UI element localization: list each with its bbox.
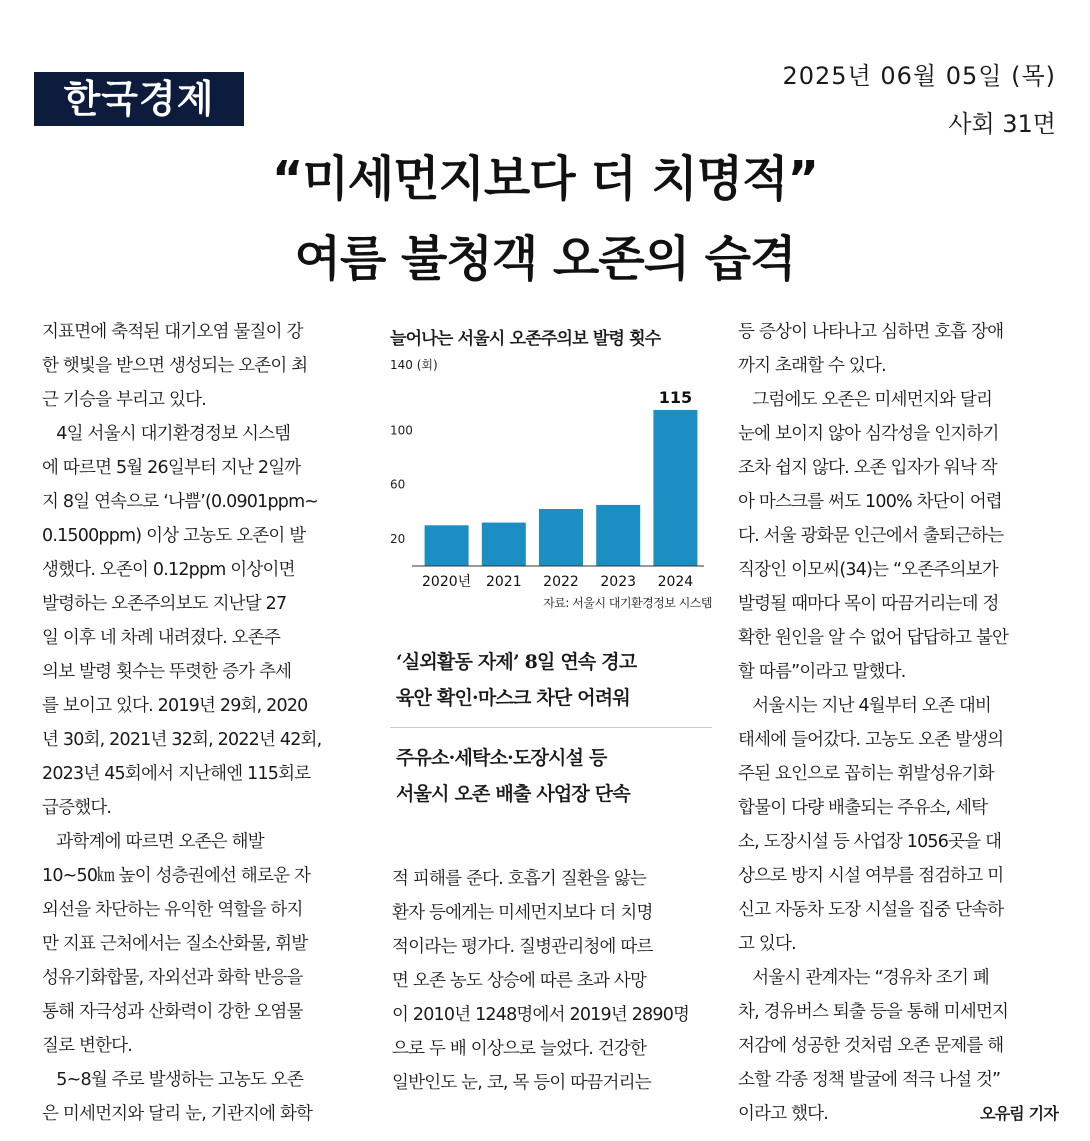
- y-tick-label: 20: [390, 531, 406, 546]
- subhead-divider: [390, 727, 712, 728]
- text-line: 소, 도장시설 등 사업장 1056곳을 대: [738, 832, 1002, 852]
- text-line: 통해 자극성과 산화력이 강한 오염물: [42, 1002, 303, 1022]
- text-line: 2023년 45회에서 지난해엔 115회로: [42, 764, 311, 784]
- chart-source: 자료: 서울시 대기환경정보 시스템: [543, 596, 712, 610]
- text-line: 저감에 성공한 것처럼 오존 문제를 해: [738, 1036, 1004, 1056]
- text-line: 주된 요인으로 꼽히는 휘발성유기화: [738, 764, 994, 784]
- subhead-b-line-1: 주유소·세탁소·도장시설 등: [396, 747, 607, 769]
- subhead-a: [396, 644, 716, 716]
- text-line: 발령될 때마다 목이 따끔거리는데 정: [738, 594, 999, 614]
- article-column-2: [392, 862, 712, 1100]
- chart-y-unit: 140 (회): [390, 358, 438, 372]
- text-line: 에 따르면 5월 26일부터 지난 2일까: [42, 458, 301, 478]
- text-line: 4일 서울시 대기환경정보 시스템: [42, 424, 291, 444]
- x-tick-label: 2022: [543, 574, 579, 590]
- text-line: 만 지표 근처에서는 질소산화물, 휘발: [42, 934, 308, 954]
- x-tick-label: 2020년: [422, 574, 472, 590]
- text-line: 적이라는 평가다. 질병관리청에 따르: [392, 937, 653, 957]
- text-line: 상으로 방지 시설 여부를 점검하고 미: [738, 866, 1004, 886]
- text-line: 서울시 관계자는 “경유차 조기 폐: [738, 968, 989, 988]
- text-line: 으로 두 배 이상으로 늘었다. 건강한: [392, 1039, 647, 1059]
- chart-title: 늘어나는 서울시 오존주의보 발령 횟수: [390, 329, 661, 349]
- subhead-b-line-2: 서울시 오존 배출 사업장 단속: [396, 783, 630, 805]
- text-line: 조차 쉽지 않다. 오존 입자가 워낙 작: [738, 458, 997, 478]
- text-line: 그럼에도 오존은 미세먼지와 달리: [738, 390, 993, 410]
- bar: [596, 505, 640, 566]
- text-line: 한 햇빛을 받으면 생성되는 오존이 최: [42, 356, 308, 376]
- subhead-b: [396, 740, 716, 812]
- text-line: 소할 각종 정책 발굴에 적극 나설 것”: [738, 1070, 1001, 1090]
- text-line: 외선을 차단하는 유익한 역할을 하지: [42, 900, 303, 920]
- text-line: 10~50㎞ 높이 성층권에선 해로운 자: [42, 866, 311, 886]
- text-line: 발령하는 오존주의보도 지난달 27: [42, 594, 287, 614]
- text-line: 태세에 들어갔다. 고농도 오존 발생의: [738, 730, 1004, 750]
- text-line: 지표면에 축적된 대기오염 물질이 강: [42, 322, 303, 342]
- text-line: 일 이후 네 차례 내려졌다. 오존주: [42, 628, 280, 648]
- text-line: 확한 원인을 알 수 없어 답답하고 불안: [738, 628, 1009, 648]
- text-line: 적 피해를 준다. 호흡기 질환을 앓는: [392, 869, 647, 889]
- x-tick-label: 2024: [657, 574, 694, 590]
- bar: [482, 523, 526, 566]
- text-line: 은 미세먼지와 달리 눈, 기관지에 화학: [42, 1104, 313, 1124]
- text-line: 까지 초래할 수 있다.: [738, 356, 886, 376]
- text-line: 질로 변한다.: [42, 1036, 133, 1056]
- article-column-1: [42, 315, 357, 1131]
- reporter-byline: 오유림 기자: [979, 1104, 1058, 1123]
- text-line: 성유기화합물, 자외선과 화학 반응을: [42, 968, 303, 988]
- bar: [653, 410, 697, 566]
- text-line: 신고 자동차 도장 시설을 집중 단속하: [738, 900, 1004, 920]
- text-line: 근 기승을 부리고 있다.: [42, 390, 206, 410]
- text-line: 년 30회, 2021년 32회, 2022년 42회,: [42, 730, 322, 750]
- text-line: 환자 등에게는 미세먼지보다 더 치명: [392, 903, 653, 923]
- bar-value-label: 115: [658, 387, 693, 407]
- newspaper-logo: 한국경제: [34, 72, 244, 126]
- text-line: 생했다. 오존이 0.12ppm 이상이면: [42, 560, 295, 580]
- bar: [539, 509, 583, 566]
- y-tick-label: 60: [390, 477, 406, 492]
- text-line: 이 2010년 1248명에서 2019년 2890명: [392, 1005, 690, 1025]
- text-line: 등 증상이 나타나고 심하면 호흡 장애: [738, 322, 1004, 342]
- text-line: 를 보이고 있다. 2019년 29회, 2020: [42, 696, 308, 716]
- text-line: 일반인도 눈, 코, 목 등이 따끔거리는: [392, 1073, 651, 1093]
- x-tick-label: 2021: [485, 574, 522, 590]
- text-line: 할 따름”이라고 말했다.: [738, 662, 906, 682]
- headline-line-1: “미세먼지보다 더 치명적”: [271, 151, 819, 207]
- text-line: 차, 경유버스 퇴출 등을 통해 미세먼지: [738, 1002, 1009, 1022]
- text-line: 0.1500ppm) 이상 고농도 오존이 발: [42, 526, 306, 546]
- bar: [425, 525, 469, 566]
- text-line: 합물이 다량 배출되는 주유소, 세탁: [738, 798, 988, 818]
- ozone-advisory-chart: [388, 318, 714, 618]
- text-line: 이라고 했다.: [738, 1104, 829, 1124]
- y-tick-label: 100: [390, 423, 413, 438]
- text-line: 서울시는 지난 4월부터 오존 대비: [738, 696, 992, 716]
- publication-date: 2025년 06월 05일 (목): [782, 62, 1056, 90]
- subhead-a-line-2: 육안 확인·마스크 차단 어려워: [396, 687, 630, 709]
- x-tick-label: 2023: [600, 574, 637, 590]
- text-line: 의보 발령 횟수는 뚜렷한 증가 추세: [42, 662, 292, 682]
- article-column-3: [738, 315, 1058, 1131]
- chart-plot: [388, 318, 714, 618]
- headline-line-2: 여름 불청객 오존의 습격: [294, 231, 796, 287]
- text-line: 급증했다.: [42, 798, 112, 818]
- text-line: 5~8월 주로 발생하는 고농도 오존: [42, 1070, 304, 1090]
- subhead-a-line-1: ‘실외활동 자제’ 8일 연속 경고: [396, 651, 637, 673]
- text-line: 아 마스크를 써도 100% 차단이 어렵: [738, 492, 1002, 512]
- text-line: 과학계에 따르면 오존은 해발: [42, 832, 264, 852]
- text-line: 직장인 이모씨(34)는 “오존주의보가: [738, 560, 998, 580]
- text-line: 면 오존 농도 상승에 따른 초과 사망: [392, 971, 647, 991]
- page-section: 사회 31면: [948, 110, 1056, 138]
- text-line: 고 있다.: [738, 934, 796, 954]
- text-line: 눈에 보이지 않아 심각성을 인지하기: [738, 424, 999, 444]
- text-line: 다. 서울 광화문 인근에서 출퇴근하는: [738, 526, 1004, 546]
- text-line: 지 8일 연속으로 ‘나쁨’(0.0901ppm~: [42, 492, 319, 512]
